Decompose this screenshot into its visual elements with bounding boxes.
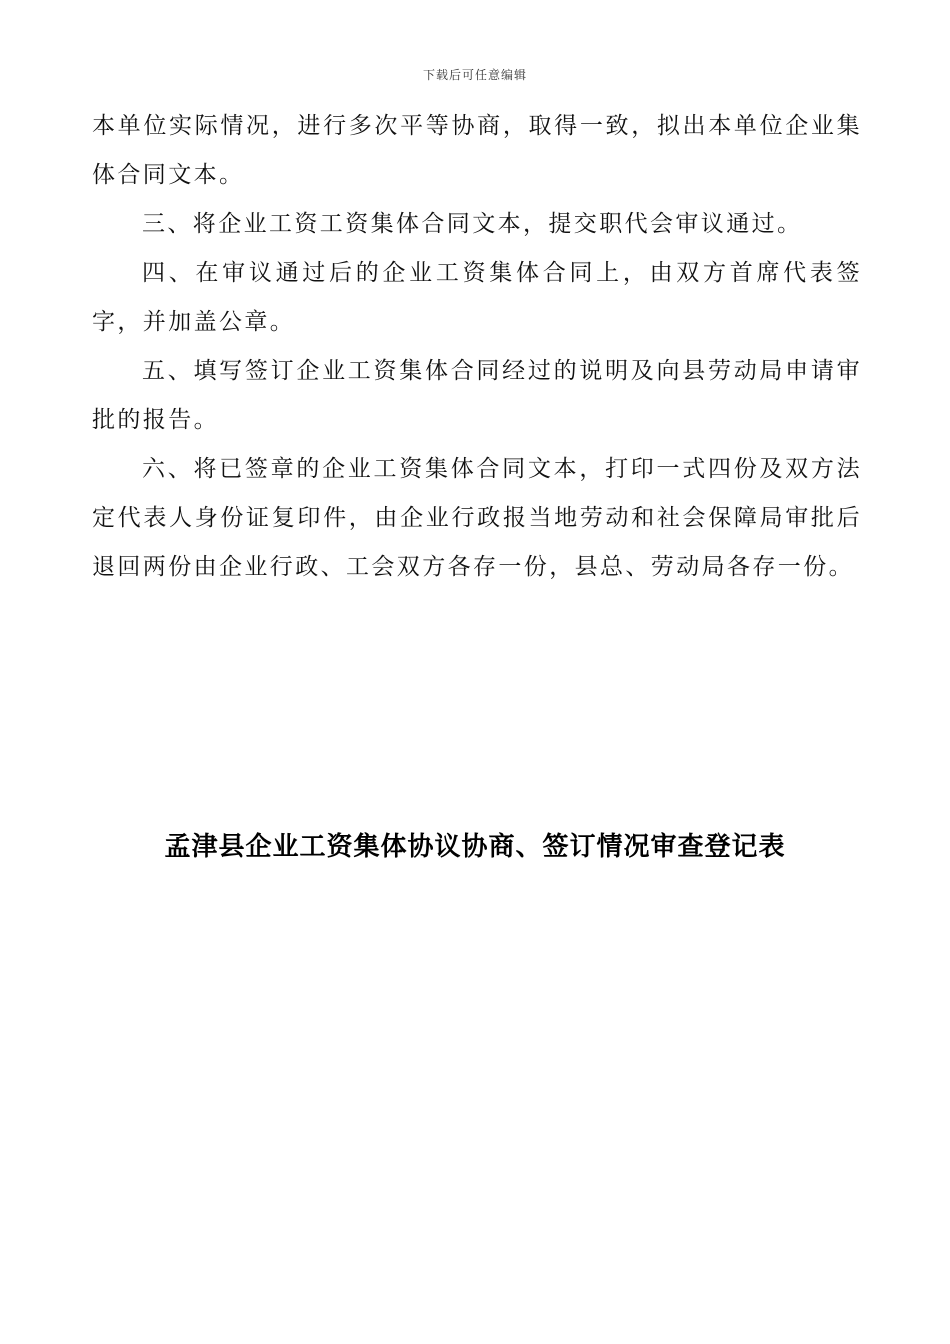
body-text — [92, 102, 862, 592]
paragraph-step-3: 三、将企业工资工资集体合同文本，提交职代会审议通过。 — [142, 211, 803, 237]
paragraph-step-5: 五、填写签订企业工资集体合同经过的说明及向县劳动局申请审批的报告。 — [92, 358, 862, 433]
paragraph-continuation: 本单位实际情况，进行多次平等协商，取得一致，拟出本单位企业集体合同文本。 — [92, 113, 862, 188]
header-note: 下载后可任意编辑 — [422, 68, 527, 82]
document-title: 孟津县企业工资集体协议协商、签订情况审查登记表 — [164, 832, 786, 862]
paragraph-step-6: 六、将已签章的企业工资集体合同文本，打印一式四份及双方法定代表人身份证复印件，由企业行政报当地劳动和社会保障局审批后退回两份由企业行政、工会双方各存一份，县总、劳动局各存一份。 — [92, 456, 862, 580]
paragraph-step-4: 四、在审议通过后的企业工资集体合同上，由双方首席代表签字，并加盖公章。 — [92, 260, 862, 335]
